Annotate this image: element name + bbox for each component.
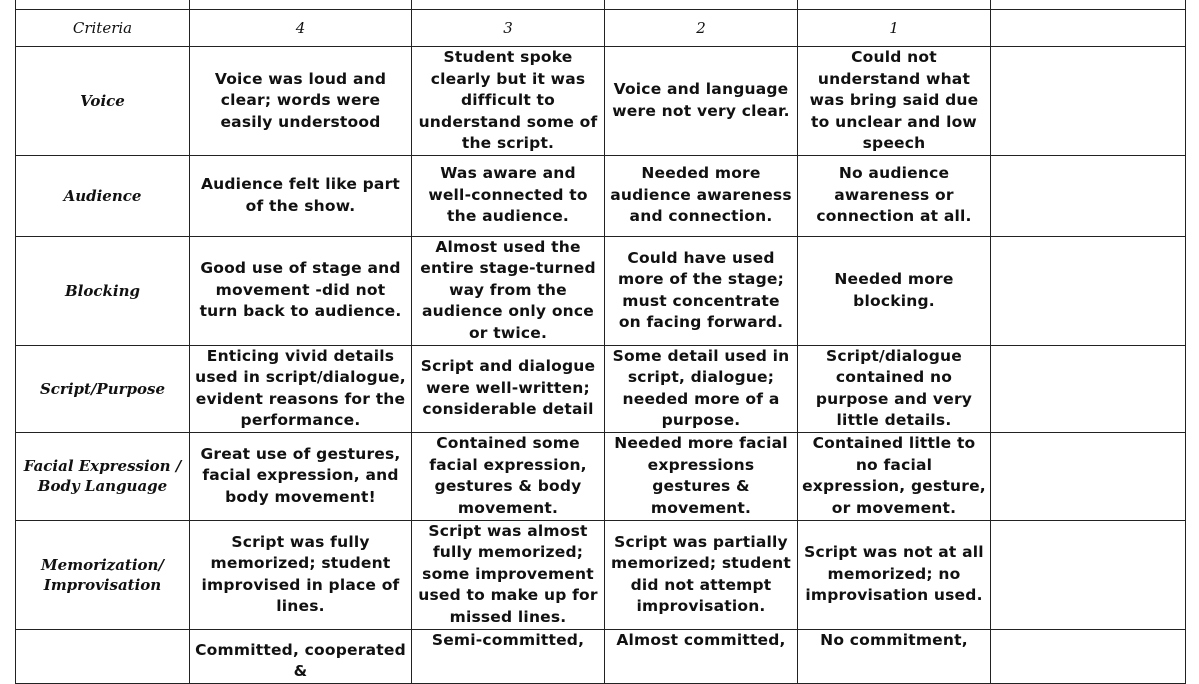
score-1-cell: Script was not at all memorized; no improvisation used. xyxy=(798,520,991,629)
criteria-cell xyxy=(16,629,190,683)
criteria-cell: Memorization/ Improvisation xyxy=(16,520,190,629)
header-score-1: 1 xyxy=(798,10,991,47)
score-3-cell: Was aware and well-connected to the audience. xyxy=(412,155,605,236)
table-row xyxy=(16,155,1186,236)
score-1-cell: No commitment, xyxy=(798,629,991,683)
score-3-cell: Contained some facial expression, gestures & body movement. xyxy=(412,432,605,520)
rubric-table xyxy=(15,0,1186,684)
score-4-cell: Enticing vivid details used in script/dialogue, evident reasons for the performance. xyxy=(190,345,412,432)
header-score-4: 4 xyxy=(190,10,412,47)
score-4-cell: Good use of stage and movement -did not turn back to audience. xyxy=(190,236,412,345)
score-1-cell: Could not understand what was bring said due to unclear and low speech xyxy=(798,47,991,156)
top-strip-row xyxy=(16,0,1186,10)
score-4-cell: Voice was loud and clear; words were easily understood xyxy=(190,47,412,156)
header-criteria: Criteria xyxy=(16,10,190,47)
criteria-cell: Script/Purpose xyxy=(16,345,190,432)
header-score-3: 3 xyxy=(412,10,605,47)
score-2-cell: Some detail used in script, dialogue; needed more of a purpose. xyxy=(605,345,798,432)
criteria-cell: Facial Expression / Body Language xyxy=(16,432,190,520)
score-4-cell: Committed, cooperated & xyxy=(190,629,412,683)
header-extra xyxy=(991,10,1186,47)
score-1-cell: Needed more blocking. xyxy=(798,236,991,345)
table-row xyxy=(16,432,1186,520)
score-3-cell: Script and dialogue were well-written; considerable detail xyxy=(412,345,605,432)
score-4-cell: Great use of gestures, facial expression, and body movement! xyxy=(190,432,412,520)
extra-cell xyxy=(991,520,1186,629)
header-score-2: 2 xyxy=(605,10,798,47)
criteria-cell: Blocking xyxy=(16,236,190,345)
extra-cell xyxy=(991,236,1186,345)
header-row xyxy=(16,10,1186,47)
score-2-cell: Could have used more of the stage; must concentrate on facing forward. xyxy=(605,236,798,345)
score-3-cell: Script was almost fully memorized; some improvement used to make up for missed lines. xyxy=(412,520,605,629)
score-1-cell: Script/dialogue contained no purpose and very little details. xyxy=(798,345,991,432)
extra-cell xyxy=(991,629,1186,683)
criteria-cell: Voice xyxy=(16,47,190,156)
extra-cell xyxy=(991,155,1186,236)
score-3-cell: Almost used the entire stage-turned way from the audience only once or twice. xyxy=(412,236,605,345)
score-3-cell: Semi-committed, xyxy=(412,629,605,683)
extra-cell xyxy=(991,345,1186,432)
table-row xyxy=(16,629,1186,683)
table-row xyxy=(16,236,1186,345)
score-4-cell: Audience felt like part of the show. xyxy=(190,155,412,236)
score-2-cell: Needed more facial expressions gestures & movement. xyxy=(605,432,798,520)
table-row xyxy=(16,345,1186,432)
score-4-cell: Script was fully memorized; student improvised in place of lines. xyxy=(190,520,412,629)
score-2-cell: Script was partially memorized; student did not attempt improvisation. xyxy=(605,520,798,629)
score-2-cell: Needed more audience awareness and connection. xyxy=(605,155,798,236)
table-row xyxy=(16,520,1186,629)
extra-cell xyxy=(991,47,1186,156)
score-2-cell: Voice and language were not very clear. xyxy=(605,47,798,156)
table-row xyxy=(16,47,1186,156)
score-3-cell: Student spoke clearly but it was difficult to understand some of the script. xyxy=(412,47,605,156)
criteria-cell: Audience xyxy=(16,155,190,236)
extra-cell xyxy=(991,432,1186,520)
score-1-cell: Contained little to no facial expression, gesture, or movement. xyxy=(798,432,991,520)
score-1-cell: No audience awareness or connection at all. xyxy=(798,155,991,236)
score-2-cell: Almost committed, xyxy=(605,629,798,683)
